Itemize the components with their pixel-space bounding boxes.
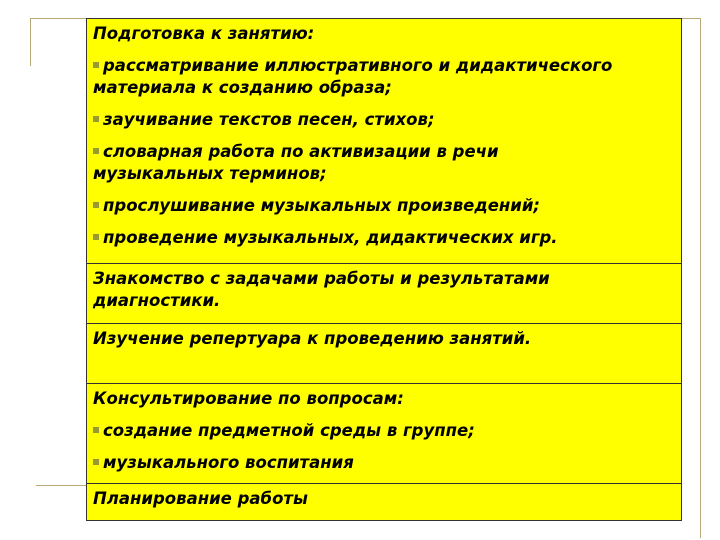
row-text-line: Планирование работы bbox=[93, 489, 308, 508]
list-item: проведение музыкальных, дидактических игр. bbox=[93, 227, 675, 249]
list-item-continuation: музыкальных терминов; bbox=[93, 164, 327, 183]
decor-line-bottom-left bbox=[36, 485, 86, 486]
list-item: словарная работа по активизации в речи bbox=[93, 141, 675, 163]
bullet-icon bbox=[93, 62, 99, 68]
row-text-line: Изучение репертуара к проведению занятий. bbox=[93, 329, 532, 348]
list-item: заучивание текстов песен, стихов; bbox=[93, 109, 675, 131]
bullet-icon bbox=[93, 427, 99, 433]
row-heading: Подготовка к занятию: bbox=[93, 24, 315, 43]
list-item: создание предметной среды в группе; bbox=[93, 420, 675, 442]
bullet-icon bbox=[93, 459, 99, 465]
table-row-consulting bbox=[87, 384, 681, 484]
table-row-repertoire bbox=[87, 324, 681, 384]
row-text-line: Знакомство с задачами работы и результатами bbox=[93, 269, 550, 288]
decor-line-right-vertical bbox=[700, 18, 701, 538]
row-heading: Консультирование по вопросам: bbox=[93, 389, 404, 408]
list-item: рассматривание иллюстративного и дидактического bbox=[93, 55, 675, 77]
list-item: прослушивание музыкальных произведений; bbox=[93, 195, 675, 217]
list-item-continuation: материала к созданию образа; bbox=[93, 78, 392, 97]
decor-line-top-right bbox=[682, 18, 700, 19]
bullet-icon bbox=[93, 116, 99, 122]
content-table bbox=[86, 18, 682, 521]
bullet-icon bbox=[93, 148, 99, 154]
row-text-line: диагностики. bbox=[93, 291, 221, 310]
table-row-planning bbox=[87, 484, 681, 520]
bullet-icon bbox=[93, 202, 99, 208]
decor-line-left-vertical bbox=[30, 18, 31, 66]
table-row-tasks bbox=[87, 264, 681, 324]
bullet-icon bbox=[93, 234, 99, 240]
table-row-preparation bbox=[87, 19, 681, 264]
list-item: музыкального воспитания bbox=[93, 452, 675, 474]
decor-line-top-left bbox=[30, 18, 86, 19]
